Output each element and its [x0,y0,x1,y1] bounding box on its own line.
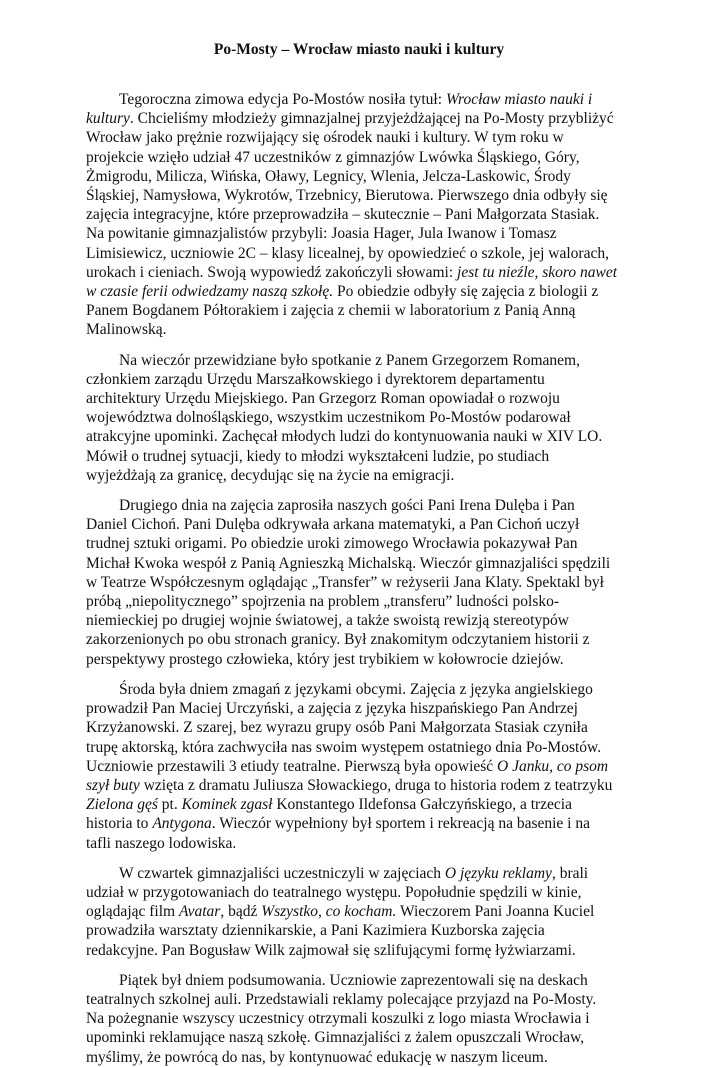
italic-text: Kominek zgasł [181,796,273,814]
text-run: wzięta z dramatu Juliusza Słowackiego, druga to historia rodem z teatrzyku [139,776,613,794]
text-run: Wieczorem Pani Joanna Kuciel prowadziła warsztaty dziennikarskie, a Pani Kazimiera Kuzborska zajęcia redakcyjne. Pan Bogusław Wilk zajmował się szlifującymi formę łyżwiarzami. [86,903,595,959]
text-run: W czwartek gimnazjaliści uczestniczyli w zajęciach [119,864,445,882]
text-run: , brali udział w przygotowaniach do teatralnego występu. Popołudnie spędzili w kinie, oglądając film [86,864,589,921]
paragraph-2 [86,351,618,485]
italic-text: Wszystko, co kocham. [261,903,397,921]
paragraph-6 [86,971,618,1067]
text-run: . Chcieliśmy młodzieży gimnazjalnej przyjeżdżającej na Po-Mosty przybliżyć Wrocław jako prężnie rozwijający się ośrodek nauki i kultury. W tym roku w projekcie wzięło udział 47 uczestników z gimnazjów Lwówka Śląskiego, Góry, Żmigrodu, Milicza, Wińska, Oławy, Legnicy, Wlenia, Jelcza-Laskowic, Środy Śląskiej, Namysłowa, Wykrotów, Trzebnicy, Bierutowa. Pierwszego dnia odbyły się zajęcia integracyjne, które przeprowadziła – skutecznie – Pani Małgorzata Stasiak. Na powitanie gimnazjalistów przybyli: Joasia Hager, Jula Iwanow i Tomasz Limisiewicz, uczniowie 2C – klasy licealnej, by opowiedzieć o szkole, jej walorach, urokach i cieniach. Swoją wypowiedź zakończyli słowami: [86,110,614,281]
italic-text: jest tu nieźle, skoro nawet w czasie ferii odwiedzamy naszą szkołę. [86,263,618,301]
paragraph-1 [86,90,618,340]
italic-text: O Janku, co psom szył buty [86,757,609,794]
text-run: Środa była dniem zmagań z językami obcymi. Zajęcia z języka angielskiego prowadził Pan Maciej Urczyński, a zajęcia z języka hiszpańskiego Pan Andrzej Krzyżanowski. Z szarej, bez wyrazu grupy osób Pani Małgorzata Stasiak czyniła trupę aktorską, która zachwyciła nas swoim występem ostatniego dnia Po-Mostów. Uczniowie przestawili 3 etiudy teatralne. Pierwszą była opowieść [86,680,602,775]
text-run: Tegoroczna zimowa edycja Po-Mostów nosiła tytuł: [119,91,446,108]
paragraph-3 [86,496,618,669]
italic-text: Antygona [152,815,212,833]
text-run: Piątek był dniem podsumowania. Uczniowie zaprezentowali się na deskach teatralnych szkolnej auli. Przedstawiali reklamy polecające przyjazd na Po-Mosty. Na pożegnanie wszyscy uczestnicy otrzymali koszulki z logo miasta Wrocławia i upominki reklamujące naszą szkołę. Gimnazjaliści z żalem opuszczali Wrocław, myślimy, że powrócą do nas, by kontynuować edukację w naszym liceum. [86,971,597,1066]
text-run: , bądź [220,903,262,921]
document-title: Po-Mosty – Wrocław miasto nauki i kultury [213,41,505,58]
text-run: Na wieczór przewidziane było spotkanie z Panem Grzegorzem Romanem, członkiem zarządu Urzędu Marszałkowskiego i dyrektorem departamentu architektury Urzędu Miejskiego. Pan Grzegorz Roman opowiadał o rozwoju województwa dolnośląskiego, wszystkim uczestnikom Po-Mostów podarował atrakcyjne upominki. Zachęcał młodych ludzi do kontynuowania nauki w XIV LO. Mówił o trudnej sytuacji, kiedy to młodzi wykształceni ludzie, po studiach wyjeżdżają za granicę, decydując się na życie na emigracji. [86,351,603,484]
italic-text: Zielona gęś [86,796,158,814]
italic-text: Wrocław miasto nauki i kultury [86,91,593,128]
document-body [86,90,618,1067]
italic-text: Avatar [178,903,221,921]
paragraph-5 [86,864,618,960]
italic-text: O języku reklamy [444,864,552,882]
text-run: Po obiedzie odbyły się zajęcia z biologii z Panem Bogdanem Półtorakiem i zajęcia z chemii w laboratorium z Panią Anną Malinowską. [86,283,599,339]
text-run: pt. [157,796,182,814]
text-run: . Wieczór wypełniony był sportem i rekreacją na basenie i na tafli naszego lodowiska. [86,815,590,852]
text-run: Konstantego Ildefonsa Gałczyńskiego, a trzecia historia to [86,796,572,833]
paragraph-4 [86,680,618,853]
text-run: Drugiego dnia na zajęcia zaprosiła naszych gości Pani Irena Dulęba i Pan Daniel Cichoń. Pani Dulęba odkrywała arkana matematyki, a Pan Cichoń uczył trudnej sztuki origami. Po obiedzie uroki zimowego Wrocławia pokazywał Pan Michał Kwoka wespół z Panią Agnieszką Michalską. Wieczór gimnazjaliści spędzili w Teatrze Współczesnym oglądając „Transfer” w reżyserii Jana Klaty. Spektakl był próbą „niepolitycznego” spojrzenia na problem „transferu” ludności polsko-niemieckiej po drugiej wojnie światowej, a także swoistą rewizją stereotypów zakorzenionych po obu stronach granicy. Był znakomitym odczytaniem historii z perspektywy prostego człowieka, który jest trybikiem w kołowrocie dziejów. [86,497,611,668]
